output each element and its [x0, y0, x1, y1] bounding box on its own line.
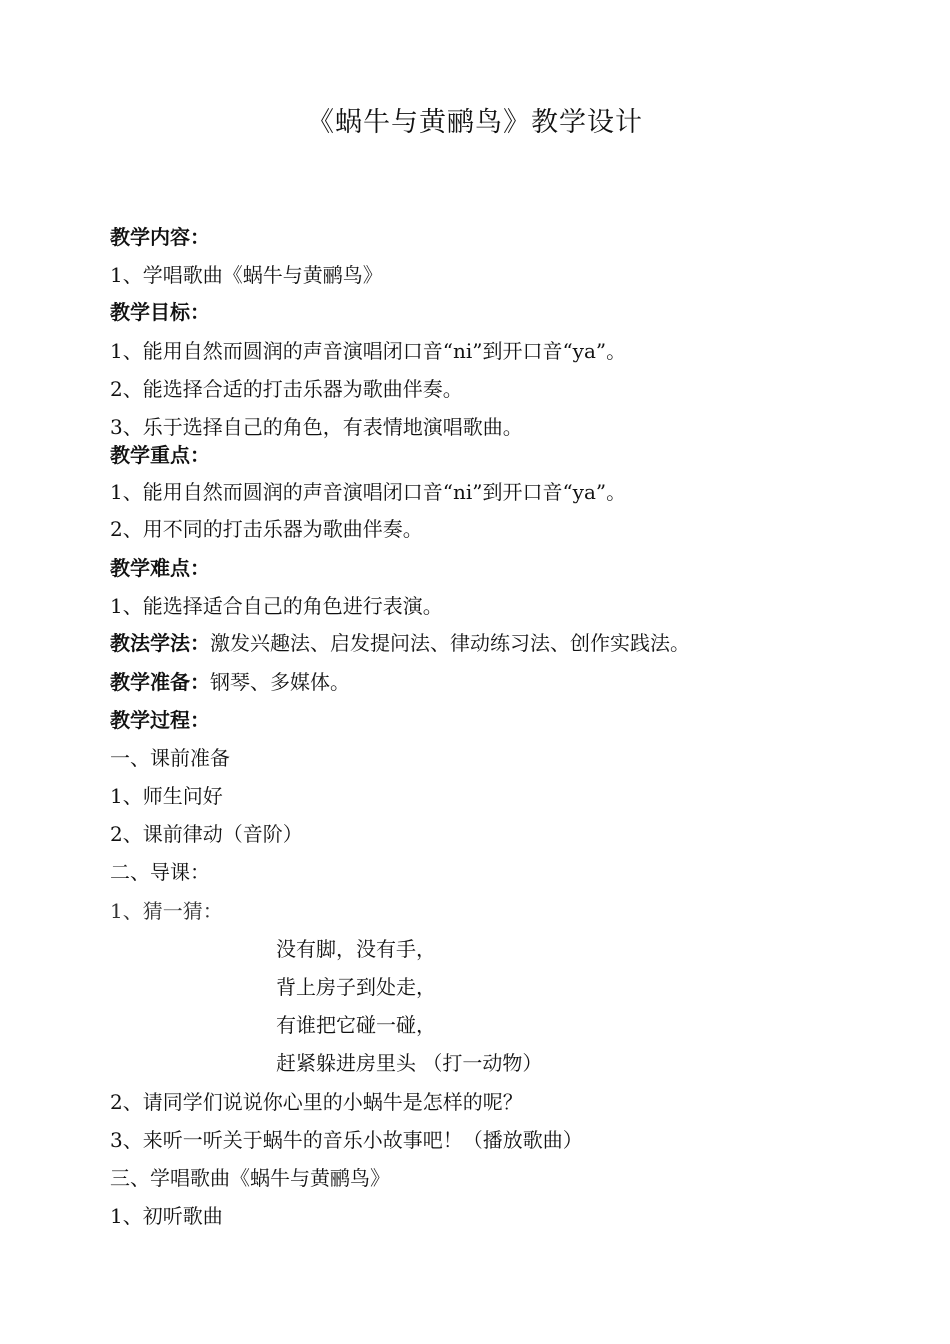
step-item: 1、猜一猜： [110, 899, 223, 923]
difficulty-heading: 教学难点： [110, 556, 210, 580]
key-points-heading: 教学重点： [110, 443, 210, 467]
difficulty-item: 1、能选择适合自己的角色进行表演。 [110, 594, 443, 618]
riddle-line: 赶紧躲进房里头 （打一动物） [276, 1051, 543, 1075]
step-item: 3、来听一听关于蜗牛的音乐小故事吧！（播放歌曲） [110, 1128, 583, 1152]
method-label: 教法学法： [110, 631, 210, 655]
step-item: 1、初听歌曲 [110, 1204, 223, 1228]
goal-item: 2、能选择合适的打击乐器为歌曲伴奏。 [110, 377, 463, 401]
method-line [110, 630, 690, 656]
page-title: 《蜗牛与黄鹂鸟》教学设计 [307, 107, 643, 138]
step-heading: 三、学唱歌曲《蜗牛与黄鹂鸟》 [110, 1166, 390, 1190]
goals-heading: 教学目标： [110, 300, 210, 324]
step-item: 2、课前律动（音阶） [110, 822, 303, 846]
key-point-item: 1、能用自然而圆润的声音演唱闭口音“ni”到开口音“ya”。 [110, 480, 627, 504]
prep-label: 教学准备： [110, 670, 210, 694]
goal-item: 1、能用自然而圆润的声音演唱闭口音“ni”到开口音“ya”。 [110, 339, 627, 363]
riddle-line: 背上房子到处走， [276, 975, 436, 999]
content-item: 1、学唱歌曲《蜗牛与黄鹂鸟》 [110, 263, 383, 287]
step-heading: 一、课前准备 [110, 746, 230, 770]
key-point-item: 2、用不同的打击乐器为歌曲伴奏。 [110, 517, 423, 541]
method-text: 激发兴趣法、启发提问法、律动练习法、创作实践法。 [210, 631, 690, 655]
riddle-line: 有谁把它碰一碰， [276, 1013, 436, 1037]
goal-item: 3、乐于选择自己的角色，有表情地演唱歌曲。 [110, 415, 523, 439]
step-item: 2、请同学们说说你心里的小蜗牛是怎样的呢？ [110, 1090, 523, 1114]
step-item: 1、师生问好 [110, 784, 223, 808]
process-heading: 教学过程： [110, 708, 210, 732]
riddle-line: 没有脚，没有手， [276, 937, 436, 961]
content-heading: 教学内容： [110, 225, 210, 249]
prep-text: 钢琴、多媒体。 [210, 670, 350, 694]
step-heading: 二、导课： [110, 860, 210, 884]
prep-line [110, 669, 350, 695]
